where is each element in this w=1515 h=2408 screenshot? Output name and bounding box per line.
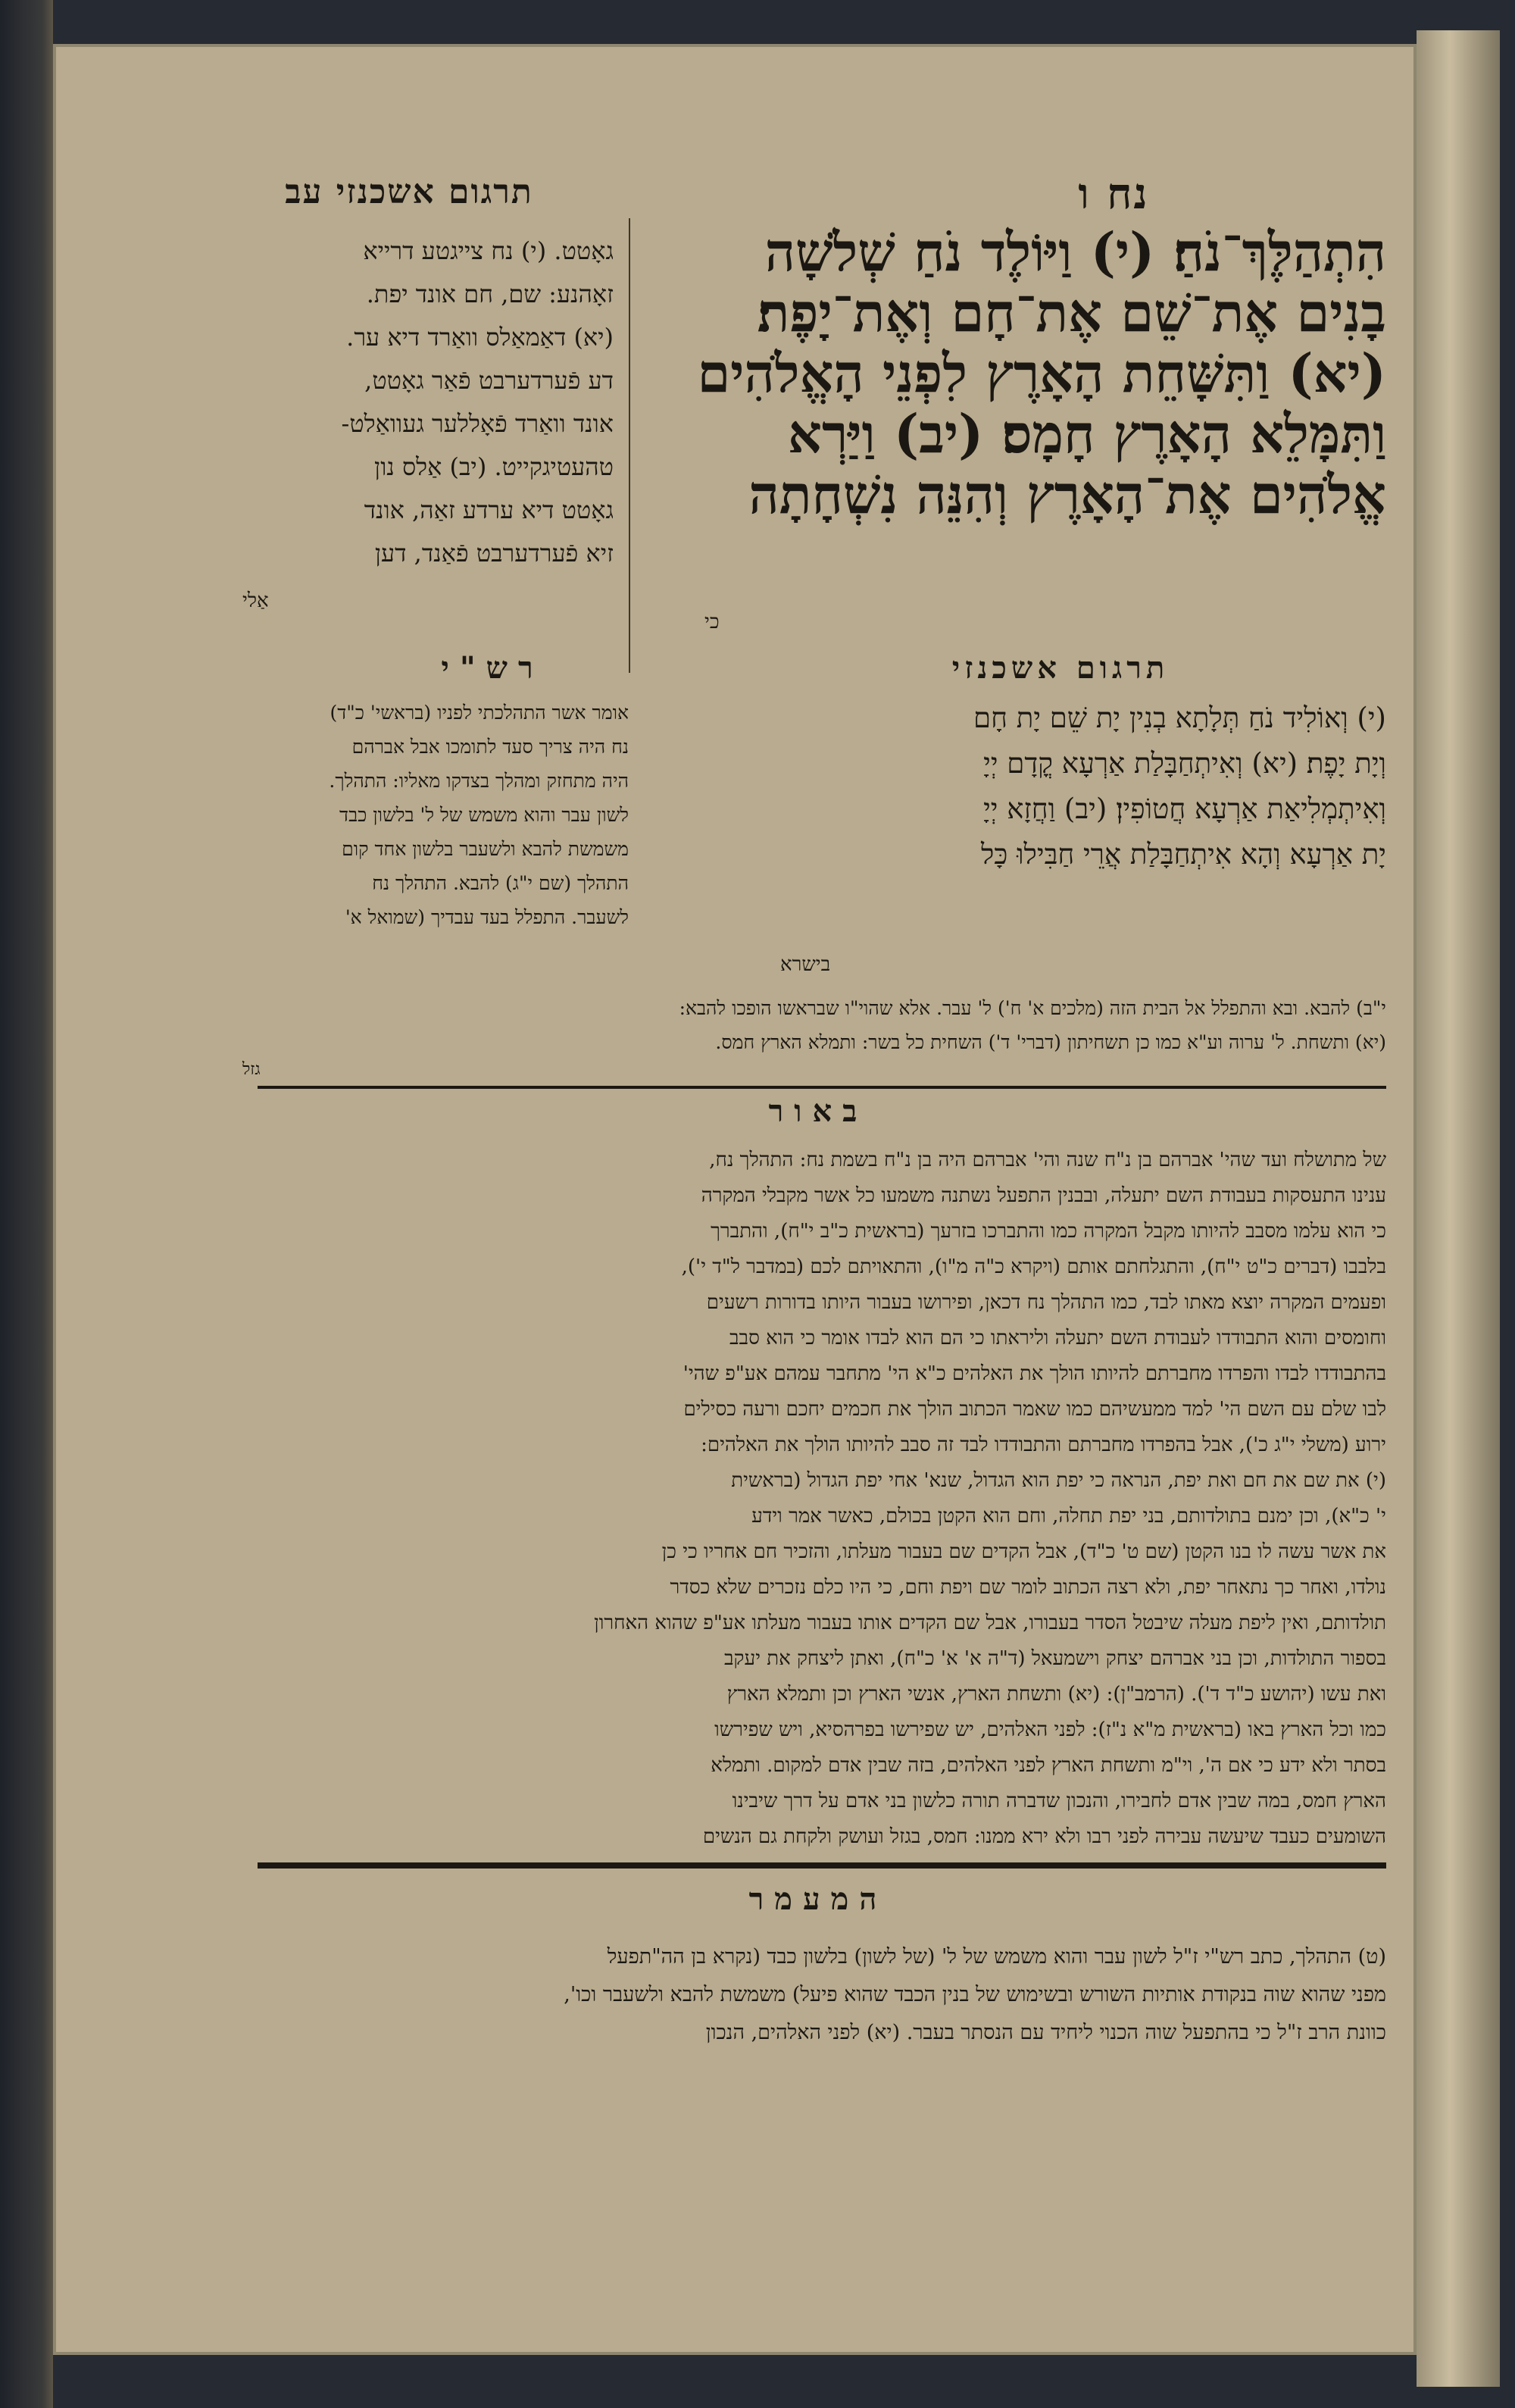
targum-line: טהעטיגקייט. (יב) אַלס נון [374, 452, 614, 481]
page-edges [1417, 30, 1500, 2387]
meamar-line: מפני שהוא שוה בנקודת אותיות השורש ובשימוש של בנין הכבד שהוא פיעל) משמשת להבא ולשעבר וכו', [564, 1983, 1386, 2006]
rashi-line: משמשת להבא ולשעבר בלשון אחד קום [342, 838, 629, 860]
onkelos-line: (י) וְאוֹלִיד נֹחַ תְּלָתָא בְנִין יָת שֵׁם יָת חָם [973, 702, 1386, 734]
biur-line: תולדותם, ואין ליפת מעלה שיבטל הסדר בעבורו, אבל שם הקדים אותו בעבור מעלתו אע"פ שהוא האחרון [594, 1612, 1386, 1634]
biur-line: את אשר עשה לו בנו הקטן (שם ט' כ"ד), אבל הקדים שם בעבור מעלתו, והזכיר חם אחריו כי כן [661, 1540, 1386, 1563]
targum-line: גאָטט. (י) נח צייגטע דרייא [363, 236, 614, 265]
biur-line: בספור התולדות, וכן בני אברהם יצחק וישמעאל (ד"ה א' א' כ"ח), ואתן ליצחק את יעקב [724, 1647, 1386, 1670]
targum-line: דע פֿערדערבט פֿאַר גאָטט, [364, 366, 614, 395]
targum-line: גאָטט דיא ערדע זאַה, אונד [364, 496, 614, 524]
biur-title: באור [768, 1093, 868, 1129]
onkelos-title: תרגום אשכנזי [951, 650, 1170, 686]
biur-block [242, 1143, 1386, 1855]
biur-line: בסתר ולא ידע כי אם ה', וי"מ ותשחת הארץ לפני האלהים, בזה שבין אדם למקום. ותמלא [711, 1754, 1386, 1777]
biur-line: נולדו, ואחר כך נתאחר יפת, ולא רצה הכתוב לומר שם ויפת וחם, כי היו כלם נזכרים שלא כסדר [670, 1576, 1386, 1599]
book-page [53, 44, 1417, 2355]
biur-bottom-rule [258, 1862, 1386, 1869]
onkelos-line: וְאִיתְמְלִיאַת אַרְעָא חֲטוֹפִין׃ (יב) וַחֲזָא יְיָ [983, 793, 1386, 825]
book-spine [0, 0, 53, 2408]
rashi-line: לשון עבר והוא משמש של ל' בלשון כבד [339, 804, 629, 826]
rashi-title: רש"י [441, 650, 544, 686]
targum-line: זיא פֿערדערבט פֿאַנד, דען [374, 539, 614, 568]
meamar-block [242, 1938, 1386, 2052]
rashi-line: היה מתחזק ומהלך בצדקו מאליו: התהלך. [329, 770, 629, 792]
rashi-bottom-block [235, 991, 1386, 1059]
biur-line: כמו וכל הארץ באו (בראשית מ"א נ"ז): לפני האלהים, יש שפירשו בפרהסיא, ויש שפירשו [714, 1718, 1386, 1741]
main-text-block [644, 222, 1386, 525]
biur-line: ענינו התעסקות בעבודת השם יתעלה, ובבנין התפעל נשתנה משמעו כל אשר מקבלי המקרה [701, 1184, 1386, 1207]
biur-line: ואת עשו (יהושע כ"ד ד'). (הרמב"ן): (יא) ותשחת הארץ, אנשי הארץ וכן ותמלא הארץ [726, 1683, 1386, 1706]
biur-line: (י) את שם את חם ואת יפת, הנראה כי יפת הוא הגדול, שנא' אחי יפת הגדול (בראשית [731, 1469, 1386, 1492]
rashi-bottom-line: י"ב) להבא. ובא והתפלל אל הבית הזה (מלכים א' ח') ל' עבר. אלא שהוי"ו שבראשו הופכו להבא: [679, 997, 1386, 1019]
main-text-line: הִתְהַלֶּךְ־נֹחַ׃ (י) וַיּוֹלֶד נֹחַ שְׁלֹשָׁה [764, 220, 1386, 283]
targum-column [235, 230, 614, 575]
rashi-block [235, 696, 629, 934]
rashi-catchword: גזל [242, 1060, 261, 1079]
biur-line: כי הוא עלמו מסבב להיותו מקבל המקרה כמו והתברכו בזרעך (בראשית כ"ב י"ח), והתברך [711, 1220, 1386, 1243]
targum-line: אונד וואַרד פֿאָללער געוואַלט- [341, 409, 614, 438]
biur-line: השומעים כעבד שיעשה עבירה לפני רבו ולא ירא ממנו: חמס, בגזל ועושק ולקחת גם הנשים [702, 1825, 1386, 1848]
rashi-line: אומר אשר התהלכתי לפניו (בראשי' כ"ד) [330, 702, 629, 724]
main-text-line: בָנִים אֶת־שֵׁם אֶת־חָם וְאֶת־יָפֶת׃ [757, 281, 1386, 344]
targum-line: (יא) דאַמאַלס וואַרד דיא ער. [346, 323, 614, 352]
meamar-line: כוונת הרב ז"ל כי בהתפעל שוה הכנוי ליחיד עם הנסתר בעבר. (יא) לפני האלהים, הנכון [705, 2021, 1386, 2044]
main-text-line: אֱלֹהִים אֶת־הָאָרֶץ וְהִנֵּה נִשְׁחָתָה [748, 463, 1386, 526]
onkelos-line: וְיָת יָפֶת׃ (יא) וְאִיתְחַבָּלַת אַרְעָא קֳדָם יְיָ [983, 747, 1386, 780]
biur-line: הארץ חמס, במה שבין אדם לחבירו, והנכון שדברה תורה כלשון בני אדם על דרך שיבינו [732, 1790, 1386, 1812]
meamar-line: (ט) התהלך, כתב רש"י ז"ל לשון עבר והוא משמש של ל' (של לשון) בלשון כבד (נקרא בן הה"תפעל [607, 1945, 1386, 1969]
rashi-line: התהלך (שם י"ג) להבא. התהלך נח [372, 872, 629, 894]
onkelos-catchword: בישרא [780, 953, 831, 976]
rashi-line: לשעבר. התפלל בעד עבדיך (שמואל א' [345, 906, 629, 928]
biur-line: ירוע (משלי י"ג כ'), אבל בהפרדו מחברתם והתבודדו לבד זה סבב להיותו הולך את האלהים: [701, 1434, 1386, 1456]
onkelos-block [659, 696, 1386, 877]
biur-line: וחומסים והוא התבודדו לעבודת השם יתעלה וליראתו כי הם הוא לבדו אומר כי הוא סבב [729, 1327, 1386, 1349]
header-left-title: תרגום אשכנזי עב [285, 173, 533, 211]
main-text-line: וַתִּמָּלֵא הָאָרֶץ חָמָס׃ (יב) וַיַּרְא [788, 402, 1386, 465]
biur-line: של מתושלח ועד שהי' אברהם בן נ"ח שנה והי' אברהם היה בן נ"ח בשמת נח: התהלך נח, [709, 1149, 1386, 1171]
rashi-bottom-line: (יא) ותשחת. ל' ערוה וע"א כמו כן תשחיתון (דברי' ד') השחית כל בשר: ותמלא הארץ חמס. [715, 1031, 1386, 1053]
rashi-line: נח היה צריך סעד לתומכו אבל אברהם [351, 736, 629, 758]
biur-line: י' כ"א), וכן ימנם בתולדותם, בני יפת תחלה, וחם הוא הקטן בכולם, כאשר אמר וידע [751, 1505, 1386, 1528]
main-catchword: כי [704, 611, 720, 633]
biur-line: לבו שלם עם השם הי' למד ממעשיהם כמו שאמר הכתוב הולך את חכמים יחכם ורעה כסילים [683, 1398, 1386, 1421]
onkelos-line: יָת אַרְעָא וְהָא אִיתְחַבָּלַת אֲרֵי חַבִּילוּ כָּל [980, 838, 1386, 871]
meamar-title: המעמר [748, 1881, 888, 1917]
biur-top-rule [258, 1086, 1386, 1089]
biur-line: בלבבו (דברים כ"ט י"ח), והתגלחתם אותם (ויקרא כ"ה מ"ו), והתאויתם לכם (במדבר ל"ד י'), [681, 1256, 1386, 1278]
main-text-line: (יא) וַתִּשָּׁחֵת הָאָרֶץ לִפְנֵי הָאֱלֹהִים [697, 342, 1386, 405]
biur-line: בהתבודדו לבדו והפרדו מחברתם להיותו הולך את האלהים כ"א הי' מתחבר עמהם אע"פ שהי' [683, 1362, 1386, 1385]
header-right-title: נח ו [1078, 169, 1149, 219]
column-divider [629, 218, 630, 673]
targum-line: זאָהנע: שם, חם אונד יפת. [366, 280, 614, 308]
biur-line: ופעמים המקרה יוצא מאתו לבד, כמו התהלך נח דכאן, ופירושו בעבור היותו בדורות רשעים [706, 1291, 1386, 1314]
targum-catchword: אַלי [242, 589, 269, 612]
